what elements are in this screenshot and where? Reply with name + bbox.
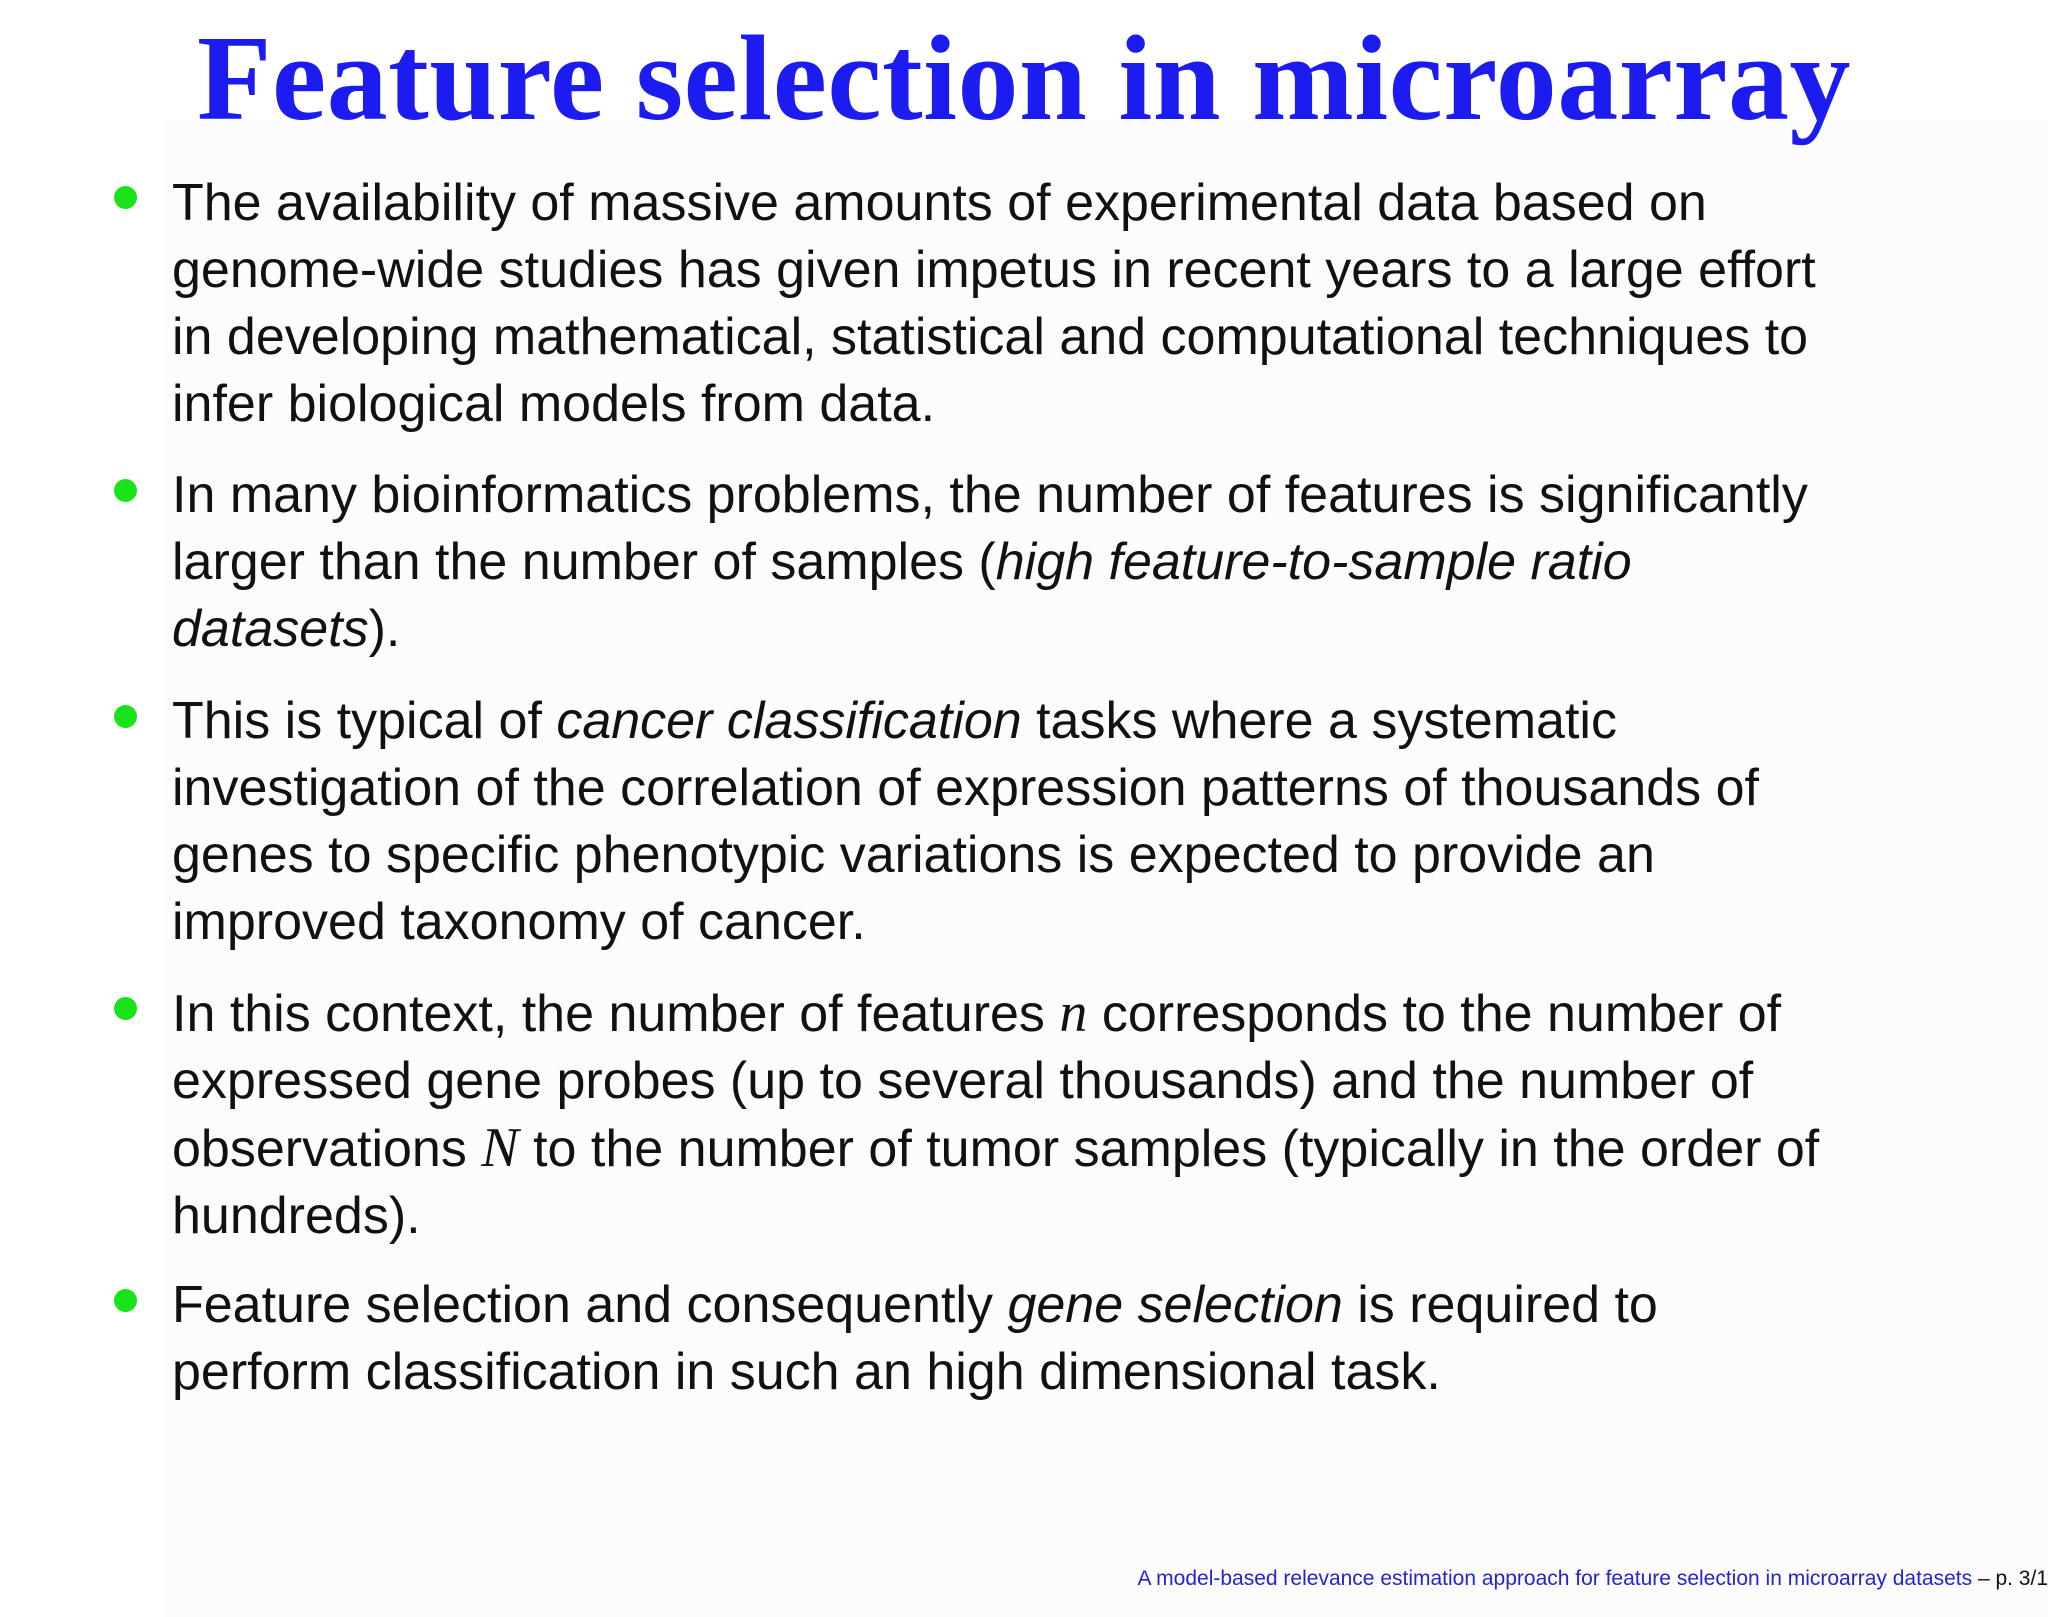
math-variable: N [481,1117,519,1179]
emphasized-text: high feature-to-sample ratio [995,533,1632,591]
footer-presentation-title: A model-based relevance estimation approach for feature selection in microarray datasets [1137,1567,1973,1590]
bullet-item [172,1272,2002,1406]
emphasized-text: gene selection [1007,1276,1343,1334]
text-run: In this context, the number of features [172,985,1060,1043]
text-run: improved taxonomy of cancer. [172,893,866,951]
bullet-item [172,688,2002,956]
bullet-item [172,462,2002,663]
bullet-dot-icon [114,479,137,502]
bullet-item [172,980,2002,1250]
bullet-line [172,1339,2002,1406]
text-run: tasks where a systematic [1021,692,1617,750]
bullet-line [172,1272,2002,1339]
bullet-line [172,1048,2002,1115]
text-run: Feature selection and consequently [172,1276,1008,1334]
text-run: larger than the number of samples ( [172,533,996,591]
text-run: expressed gene probes (up to several thousands) and the number of [172,1052,1754,1110]
emphasized-text: datasets [172,600,369,658]
bullet-line [172,822,2002,889]
bullet-line [172,980,2002,1048]
bullet-line [172,596,2002,663]
bullet-line [172,755,2002,822]
text-run: in developing mathematical, statistical and computational techniques to [172,308,1809,366]
bullet-line [172,1115,2002,1183]
text-run: In many bioinformatics problems, the number of features is significantly [172,466,1808,524]
bullet-line [172,170,2002,237]
bullet-dot-icon [114,186,137,209]
bullet-line [172,304,2002,371]
bullet-dot-icon [114,705,137,728]
bullet-line [172,889,2002,956]
text-run: investigation of the correlation of expression patterns of thousands of [172,759,1759,817]
bullet-line [172,462,2002,529]
slide-title: Feature selection in microarray [196,11,1852,146]
bullet-line [172,1183,2002,1250]
math-variable: n [1059,982,1088,1044]
text-run: infer biological models from data. [172,375,936,433]
text-run: This is typical of [172,692,557,750]
bullet-dot-icon [114,1289,137,1312]
text-run: The availability of massive amounts of experimental data based on [172,174,1707,232]
bullet-line [172,237,2002,304]
bullet-item [172,170,2002,438]
text-run: hundreds). [172,1187,421,1245]
footer-page-number: – p. 3/1 [1972,1567,2048,1590]
slide-footer [1138,1565,2048,1593]
text-run: ). [368,600,401,658]
emphasized-text: cancer classification [556,692,1022,750]
text-run: is required to [1342,1276,1658,1334]
text-run: perform classification in such an high dimensional task. [172,1343,1441,1401]
text-run: genes to specific phenotypic variations is expected to provide an [172,826,1655,884]
bullet-line [172,688,2002,755]
text-run: to the number of tumor samples (typically in the order of [518,1120,1820,1178]
text-run: observations [172,1120,482,1178]
bullet-line [172,371,2002,438]
bullet-dot-icon [114,997,137,1020]
slide-margin [0,0,165,1617]
text-run: genome-wide studies has given impetus in recent years to a large effort [172,241,1816,299]
bullet-line [172,529,2002,596]
text-run: corresponds to the number of [1087,985,1782,1043]
